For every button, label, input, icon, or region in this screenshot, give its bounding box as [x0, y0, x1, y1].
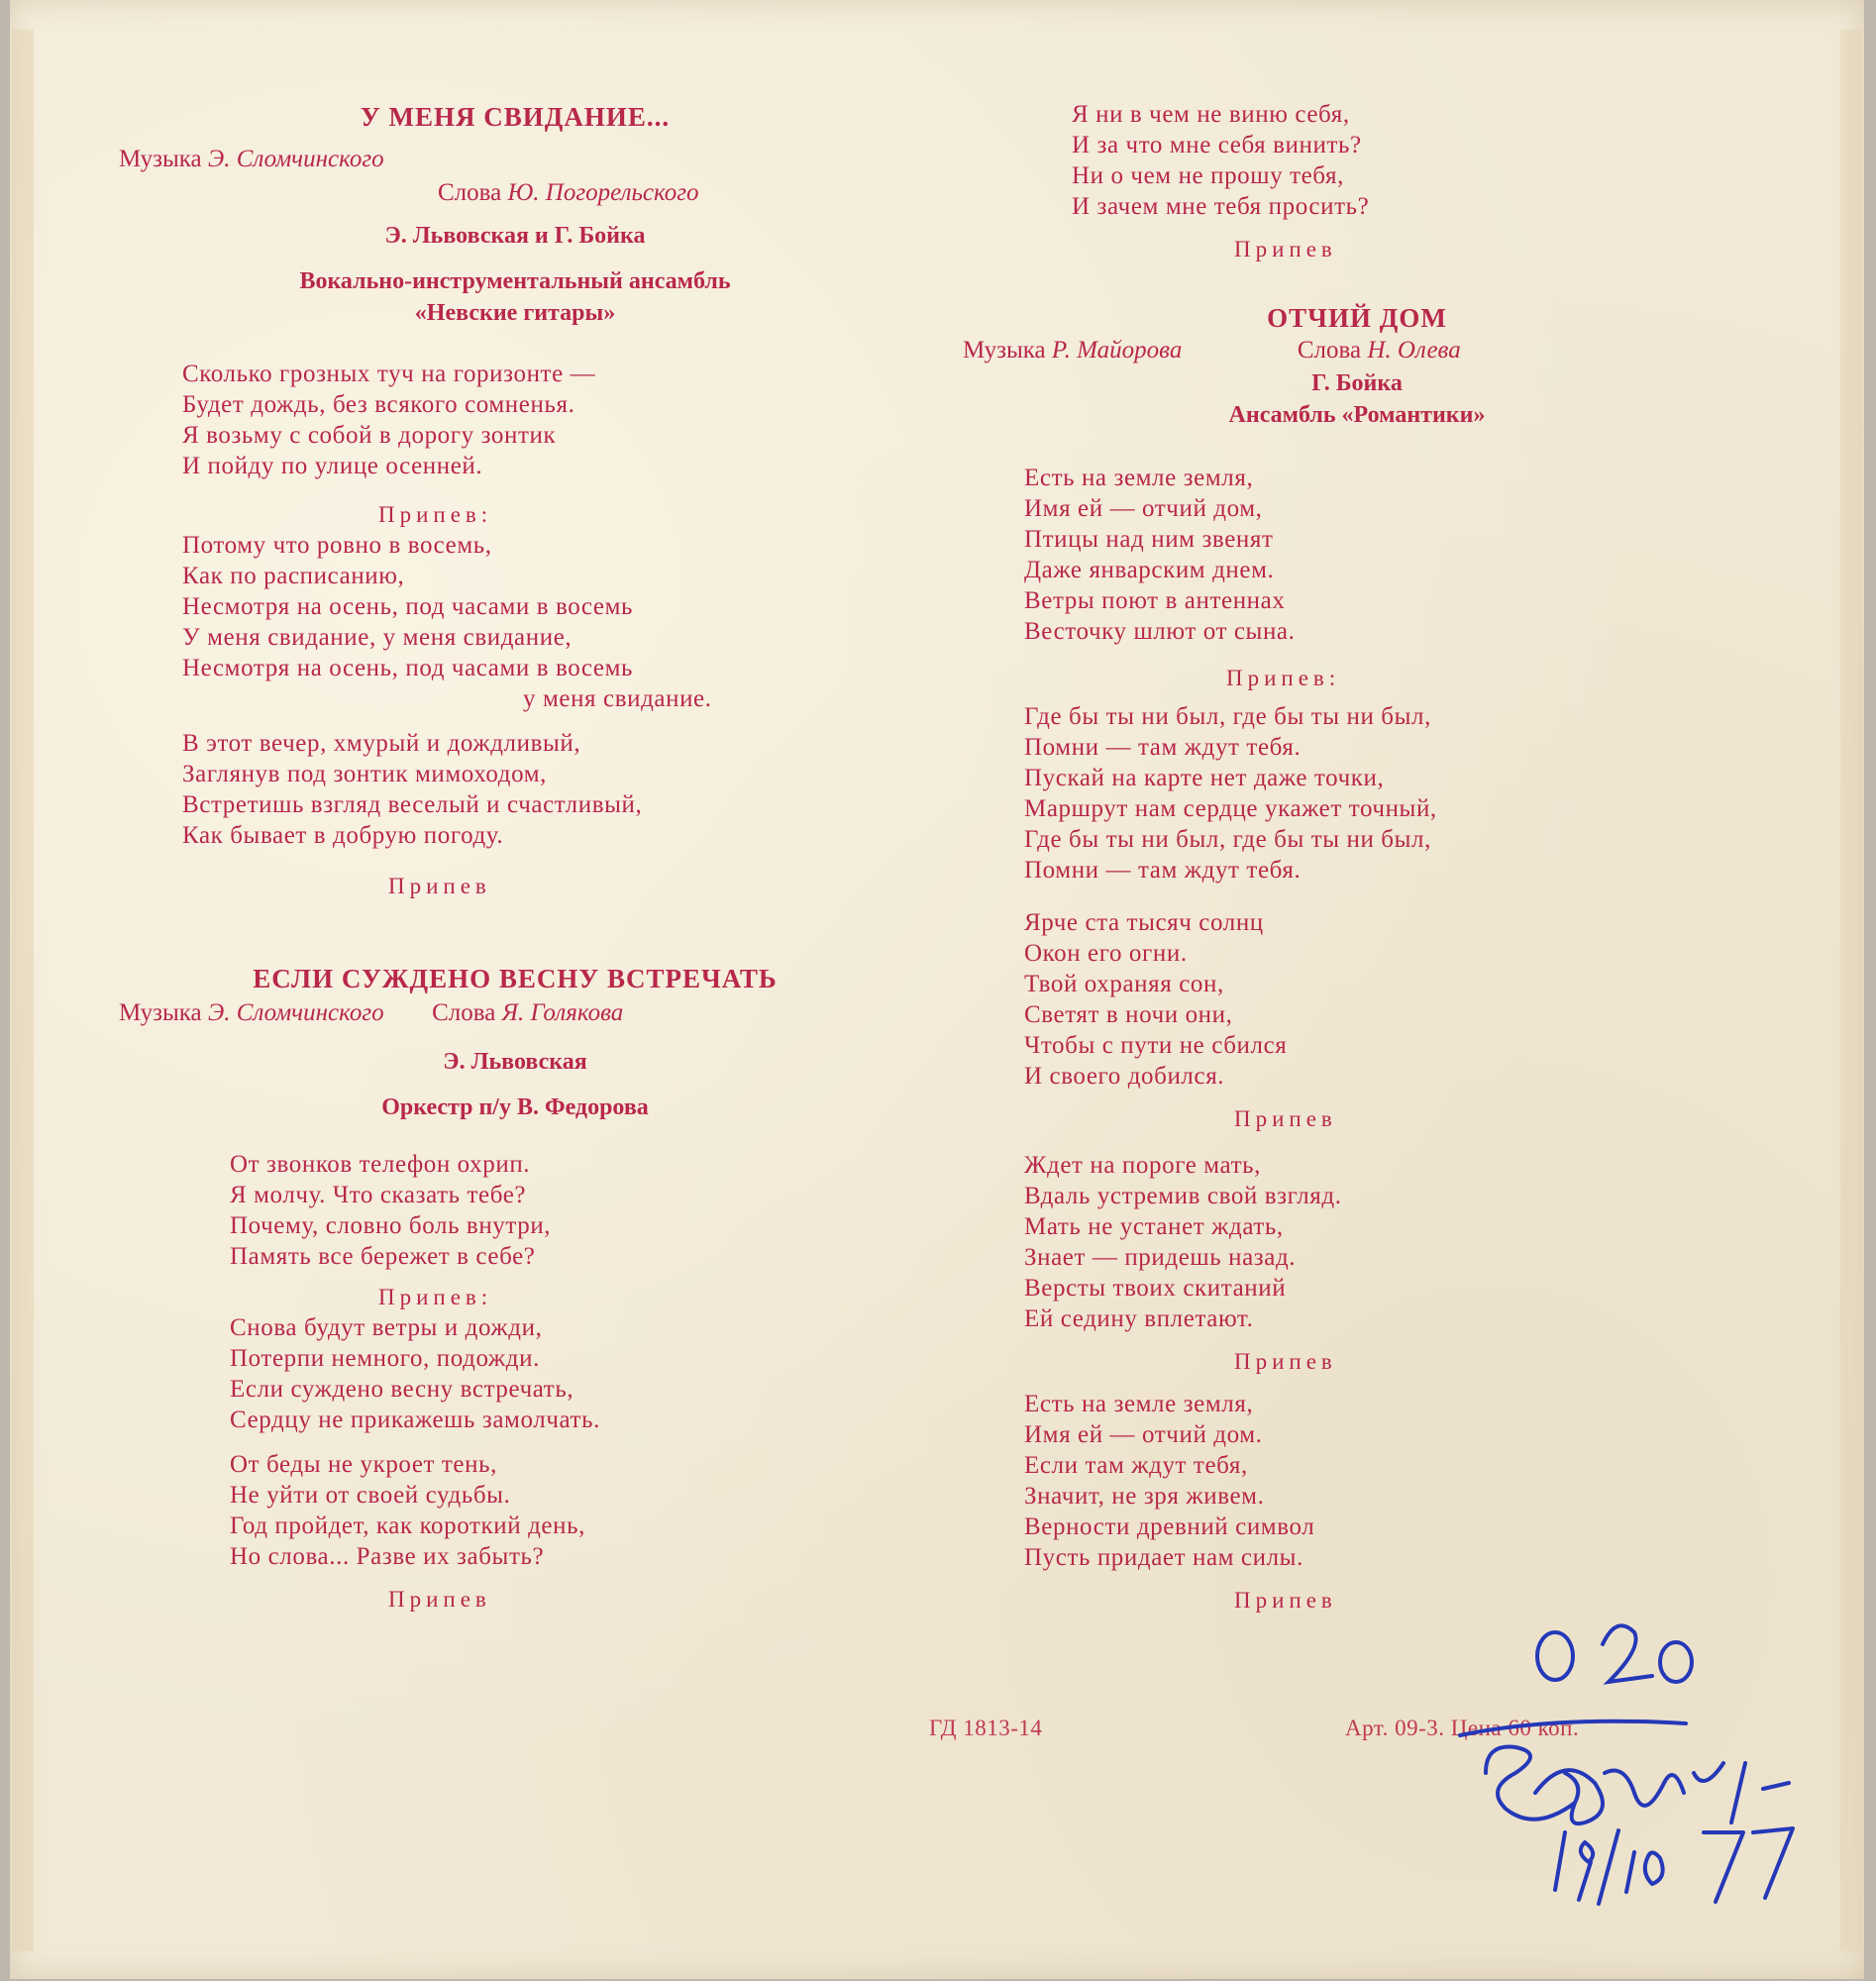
- song3-title: ОТЧИЙ ДОМ: [1267, 303, 1447, 333]
- lyric-line: Имя ей — отчий дом.: [1024, 1421, 1263, 1448]
- lyric-line: Значит, не зря живем.: [1024, 1483, 1265, 1510]
- lyric-line: Ждет на пороге мать,: [1024, 1152, 1261, 1179]
- song1-verse1: [109, 359, 921, 481]
- song3-verse4: [951, 1389, 1704, 1573]
- lyric-line: Потому что ровно в восемь,: [182, 532, 492, 559]
- lyric-line: Год пройдет, как короткий день,: [230, 1512, 585, 1539]
- lyricist-name: Я. Голякова: [501, 999, 624, 1026]
- lyric-line: Несмотря на осень, под часами в восемь: [182, 655, 634, 681]
- lyric-line: Не уйти от своей судьбы.: [230, 1482, 511, 1509]
- song1-chorus-label: Припев:: [378, 502, 493, 527]
- lyric-line: В этот вечер, хмурый и дождливый,: [182, 730, 581, 757]
- lyricist-name: Н. Олева: [1367, 337, 1461, 364]
- lyric-line: Заглянув под зонтик мимоходом,: [182, 761, 547, 787]
- song3-ensemble: Ансамбль «Романтики»: [1228, 402, 1486, 428]
- lyric-line: Снова будут ветры и дожди,: [230, 1314, 543, 1341]
- song3-verse2: [951, 907, 1704, 1092]
- lyric-line: И за что мне себя винить?: [1072, 132, 1362, 158]
- lyric-line: Знает — придешь назад.: [1024, 1244, 1297, 1271]
- song3-performers: Г. Бойка: [1311, 370, 1403, 396]
- song1-chorus: [109, 530, 921, 714]
- handwritten-price-mark: [1525, 1605, 1723, 1704]
- lyric-line: Память все бережет в себе?: [230, 1243, 536, 1270]
- lyric-line: Пускай на карте нет даже точки,: [1024, 765, 1385, 791]
- lyric-line: Есть на земле земля,: [1024, 465, 1254, 491]
- handwritten-date: [1545, 1803, 1842, 1912]
- words-prefix: Слова: [1297, 337, 1362, 364]
- lyric-line: Птицы над ним звенят: [1024, 526, 1274, 553]
- lyric-line: Ей седину вплетают.: [1024, 1305, 1254, 1332]
- lyric-line: От беды не укроет тень,: [230, 1451, 497, 1478]
- lyric-line: Несмотря на осень, под часами в восемь: [182, 593, 634, 620]
- song3-chorus-label: Припев:: [1226, 666, 1341, 690]
- music-prefix: Музыка: [119, 999, 202, 1026]
- lyric-line: Имя ей — отчий дом,: [1024, 495, 1263, 522]
- lyric-line: Помни — там ждут тебя.: [1024, 857, 1302, 884]
- song3-verse1: [951, 463, 1704, 647]
- lyric-line: Я возьму с собой в дорогу зонтик: [182, 422, 557, 449]
- handwritten-zero: [1660, 1642, 1692, 1682]
- song2-title: ЕСЛИ СУЖДЕНО ВЕСНУ ВСТРЕЧАТЬ: [253, 964, 778, 993]
- music-prefix: Музыка: [119, 146, 202, 172]
- lyric-line: Почему, словно боль внутри,: [230, 1212, 552, 1239]
- catalog-number: ГД 1813-14: [929, 1716, 1043, 1740]
- lyric-line: Как по расписанию,: [182, 563, 405, 589]
- paper-edge-stain: [12, 30, 34, 1951]
- song2-verse2: [109, 1449, 921, 1572]
- song3-chorus-end-2: Припев: [1234, 1349, 1337, 1374]
- lyric-line: Я ни в чем не виню себя,: [1072, 101, 1350, 128]
- song1-verse2: [109, 728, 921, 851]
- lyric-line: у меня свидание.: [523, 685, 712, 712]
- lyric-line: Светят в ночи они,: [1024, 1001, 1233, 1028]
- lyric-line: Я молчу. Что сказать тебе?: [230, 1182, 527, 1208]
- lyric-line: Твой охраняя сон,: [1024, 971, 1224, 997]
- song2-chorus-end: Припев: [388, 1587, 491, 1612]
- lyric-line: Пусть придает нам силы.: [1024, 1544, 1303, 1571]
- lyric-line: Верности древний символ: [1024, 1513, 1315, 1540]
- song2-chorus: [109, 1312, 921, 1435]
- words-prefix: Слова: [432, 999, 496, 1026]
- paper-edge-stain: [1840, 30, 1862, 1951]
- lyric-line: Но слова... Разве их забыть?: [230, 1543, 545, 1570]
- lyric-line: И своего добился.: [1024, 1063, 1225, 1090]
- lyric-line: Будет дождь, без всякого сомненья.: [182, 391, 575, 418]
- song1-title: У МЕНЯ СВИДАНИЕ...: [360, 102, 671, 132]
- song2-credits: [109, 996, 921, 1030]
- song3-chorus: [951, 701, 1704, 886]
- lyricist-name: Ю. Погорельского: [507, 179, 699, 206]
- lyric-line: Маршрут нам сердце укажет точный,: [1024, 795, 1437, 822]
- lyric-line: Есть на земле земля,: [1024, 1391, 1254, 1417]
- left-column: [109, 91, 921, 1615]
- handwritten-two: [1603, 1625, 1652, 1682]
- lyric-line: Ни о чем не прошу тебя,: [1072, 162, 1344, 189]
- words-prefix: Слова: [438, 179, 502, 206]
- lyric-line: Окон его огни.: [1024, 940, 1188, 967]
- song2-orchestra: Оркестр п/у В. Федорова: [381, 1095, 649, 1120]
- song2-verse1: [109, 1149, 921, 1272]
- song1-words-credit: [109, 176, 921, 210]
- lyric-line: Потерпи немного, подожди.: [230, 1345, 540, 1372]
- lyric-line: Ярче ста тысяч солнц: [1024, 909, 1264, 936]
- song1-chorus-end: Припев: [388, 874, 491, 898]
- lyric-line: От звонков телефон охрип.: [230, 1151, 531, 1178]
- lyric-line: Версты твоих скитаний: [1024, 1275, 1287, 1302]
- right-column: [951, 91, 1704, 1616]
- song3-chorus-end-1: Припев: [1234, 1106, 1337, 1131]
- lyric-line: Мать не устанет ждать,: [1024, 1213, 1284, 1240]
- song2-performers: Э. Львовская: [443, 1049, 587, 1075]
- song2-verse3: [951, 99, 1704, 222]
- lyric-line: Сколько грозных туч на горизонте —: [182, 361, 596, 387]
- composer-name: Р. Майорова: [1051, 337, 1183, 364]
- lyric-line: Ветры поют в антеннах: [1024, 587, 1286, 614]
- lyric-line: Если там ждут тебя,: [1024, 1452, 1248, 1479]
- lyric-line: Даже январским днем.: [1024, 557, 1275, 583]
- lyric-line: Вдаль устремив свой взгляд.: [1024, 1183, 1342, 1209]
- lyric-line: Сердцу не прикажешь замолчать.: [230, 1407, 600, 1433]
- lyric-line: У меня свидание, у меня свидание,: [182, 624, 573, 651]
- song3-chorus-end-3: Припев: [1234, 1588, 1337, 1613]
- song1-music-credit: [109, 143, 921, 176]
- lyric-line: Где бы ты ни был, где бы ты ни был,: [1024, 826, 1431, 853]
- lyric-line: Встретишь взгляд веселый и счастливый,: [182, 791, 643, 818]
- lyric-line: Как бывает в добрую погоду.: [182, 822, 504, 849]
- lyric-line: Чтобы с пути не сбился: [1024, 1032, 1288, 1059]
- composer-name: Э. Сломчинского: [207, 999, 384, 1026]
- lyric-line: Где бы ты ни был, где бы ты ни был,: [1024, 703, 1431, 730]
- music-prefix: Музыка: [963, 337, 1046, 364]
- song2-cont-chorus-end: Припев: [1234, 237, 1337, 261]
- song1-ensemble-line1: Вокально-инструментальный ансамбль: [299, 268, 731, 294]
- song1-ensemble-line2: «Невские гитары»: [414, 300, 616, 326]
- lyric-line: И зачем мне тебя просить?: [1072, 193, 1370, 220]
- handwritten-zero: [1537, 1632, 1573, 1680]
- song2-chorus-label: Припев:: [378, 1285, 493, 1309]
- composer-name: Э. Сломчинского: [207, 146, 384, 172]
- lyric-line: И пойду по улице осенней.: [182, 453, 483, 479]
- article-price: Арт. 09-3. Цена 60 коп.: [1345, 1716, 1580, 1740]
- song3-credits: [951, 334, 1704, 367]
- song1-performers: Э. Львовская и Г. Бойка: [384, 223, 646, 249]
- lyric-line: Весточку шлют от сына.: [1024, 618, 1296, 645]
- song3-verse3: [951, 1150, 1704, 1334]
- lyric-line: Если суждено весну встречать,: [230, 1376, 574, 1403]
- lyric-line: Помни — там ждут тебя.: [1024, 734, 1302, 761]
